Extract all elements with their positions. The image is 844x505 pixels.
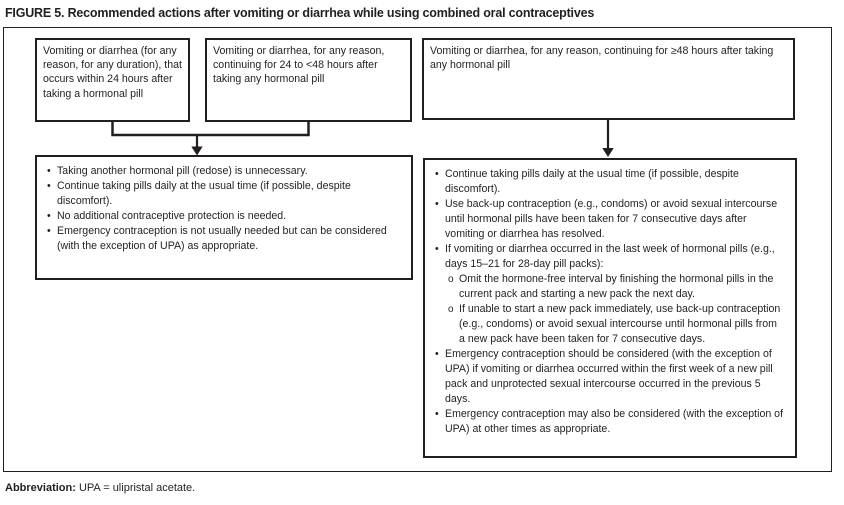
bullet-item: [47, 164, 403, 179]
footnote: [5, 482, 195, 494]
bullet-item: [47, 209, 403, 224]
bullet-marker: •: [47, 225, 51, 237]
condition-box-within-24h: [35, 38, 190, 122]
bullet-text: Omit the hormone-free interval by finishing the hormonal pills in the current pack and starting a new pack the next day.: [459, 273, 774, 300]
bullet-text: Emergency contraception should be considered (with the exception of UPA) if vomiting or diarrhea occurred within the first week of a new pill pack and unprotected sexual intercourse occurred in the previous 5 days.: [445, 348, 773, 405]
bullet-marker: •: [47, 165, 51, 177]
bullet-item: [435, 242, 787, 272]
bullet-text: If vomiting or diarrhea occurred in the last week of hormonal pills (e.g., days 15–21 for 28-day pill packs):: [445, 243, 775, 270]
bullet-item: [435, 407, 787, 437]
condition-box-24-to-48h: [205, 38, 412, 122]
bullet-text: Emergency contraception is not usually needed but can be considered (with the exception of UPA) as appropriate.: [57, 225, 387, 252]
condition-box-over-48h: [422, 38, 795, 120]
bullet-marker: •: [435, 168, 439, 180]
bullet-text: No additional contraceptive protection is needed.: [57, 210, 287, 222]
footnote-label: Abbreviation:: [5, 482, 76, 494]
action-box-right: [423, 158, 797, 458]
bullet-marker: •: [47, 180, 51, 192]
bullet-text: Taking another hormonal pill (redose) is unnecessary.: [57, 165, 308, 177]
bullet-marker: •: [435, 408, 439, 420]
bullet-marker: •: [47, 210, 51, 222]
condition-box-text: Vomiting or diarrhea, for any reason, continuing for 24 to <48 hours after taking any hormonal pill: [213, 45, 385, 86]
condition-box-text: Vomiting or diarrhea, for any reason, continuing for ≥48 hours after taking any hormonal pill: [430, 45, 774, 72]
bullet-text: Continue taking pills daily at the usual time (if possible, despite discomfort).: [445, 168, 739, 195]
bullet-item: [47, 224, 403, 254]
bullet-marker: •: [435, 198, 439, 210]
bullet-marker: •: [435, 348, 439, 360]
sub-bullet-marker: o: [448, 274, 454, 285]
sub-bullet-item: [435, 272, 787, 302]
bullet-item: [435, 347, 787, 407]
condition-box-text: Vomiting or diarrhea (for any reason, for any duration), that occurs within 24 hours after taking a hormonal pill: [43, 45, 182, 100]
action-box-left: [35, 155, 413, 280]
bullet-text: Continue taking pills daily at the usual time (if possible, despite discomfort).: [57, 180, 351, 207]
bullet-text: If unable to start a new pack immediately, use back-up contraception (e.g., condoms) or avoid sexual intercourse until hormonal pills from a new pack have been taken for 7 consecutive days.: [459, 303, 781, 345]
bullet-text: Use back-up contraception (e.g., condoms) or avoid sexual intercourse until hormonal pills have been taken for 7 consecutive days after vomiting or diarrhea has resolved.: [445, 198, 778, 240]
footnote-text: UPA = ulipristal acetate.: [75, 482, 196, 494]
bullet-marker: •: [435, 243, 439, 255]
sub-bullet-item: [435, 302, 787, 347]
bullet-item: [435, 197, 787, 242]
bullet-text: Emergency contraception may also be considered (with the exception of UPA) at other times as appropriate.: [445, 408, 784, 435]
bullet-item: [435, 167, 787, 197]
bullet-item: [47, 179, 403, 209]
sub-bullet-marker: o: [448, 304, 454, 315]
figure-title: FIGURE 5. Recommended actions after vomiting or diarrhea while using combined oral contraceptives: [5, 6, 595, 20]
